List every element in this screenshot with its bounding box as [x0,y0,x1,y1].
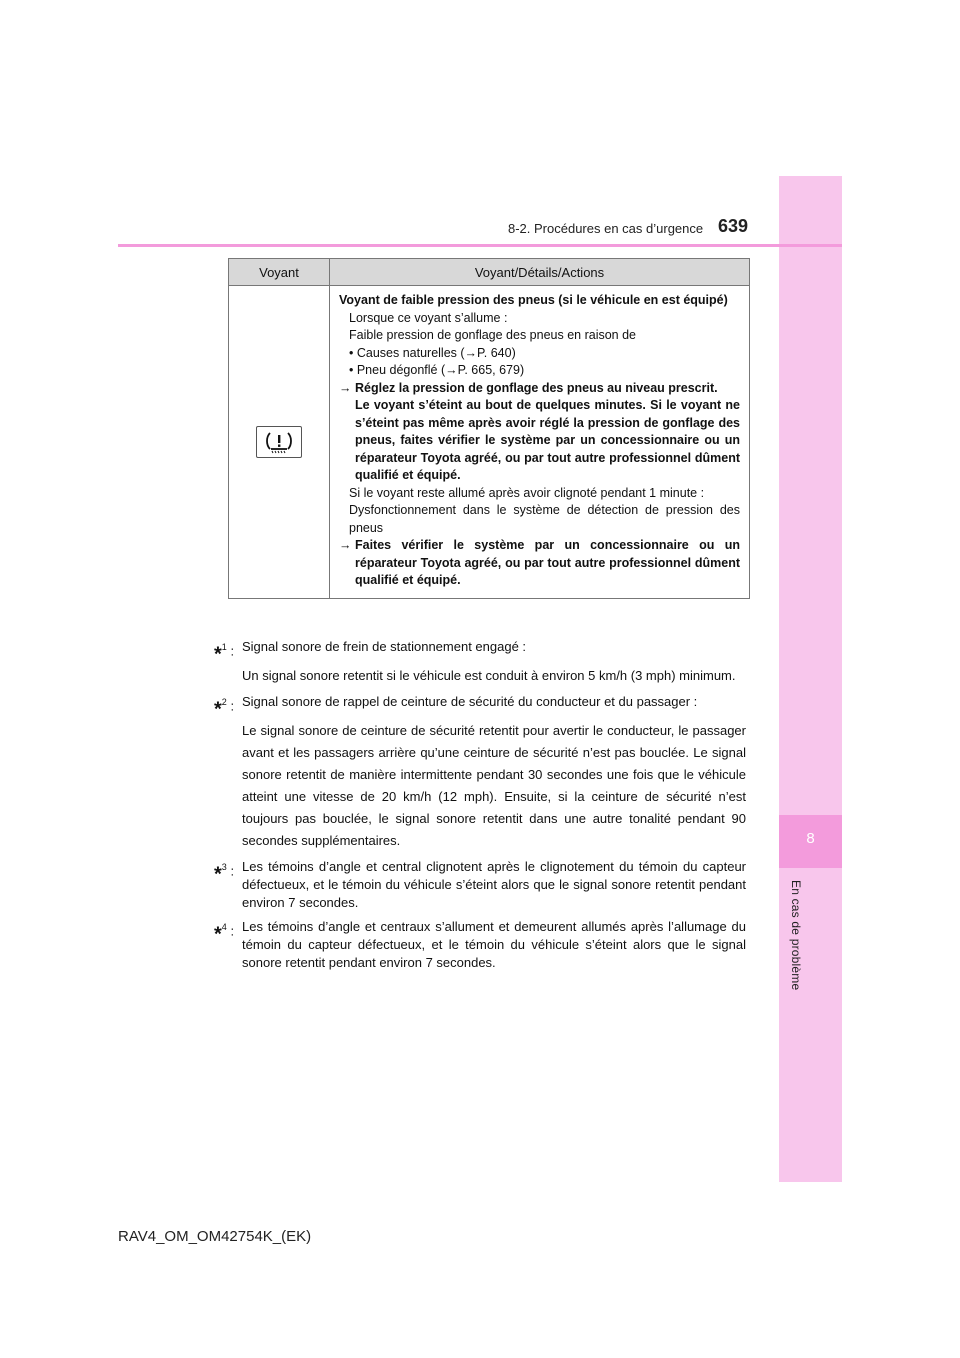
action-line [339,537,740,590]
table-header-row [229,259,750,286]
chapter-label: En cas de problème [789,880,803,991]
document-code: RAV4_OM_OM42754K_(EK) [118,1228,312,1245]
header-divider [118,244,842,247]
footnote-text: Signal sonore de rappel de ceinture de sécurité du conducteur et du passager : [242,694,698,709]
action-detail: Le voyant s’éteint au bout de quelques minutes. Si le voyant ne s’éteint pas même après avoir réglé la pression de gonflage des pneus, faites vérifier le système par un concessionnaire ou un réparateur Toyota agréé, ou par tout autre professionnel dûment qualifié et équipé. [355,398,740,482]
footnote-marker: *$^2$ : [214,697,235,721]
footnote-detail: Le signal sonore de ceinture de sécurité retentit pour avertir le conducteur, le passager avant et les passagers arrière qu’une ceinture de sécurité n’est pas bouclée. Le signal sonore retentit de manière intermittente pendant 30 secondes une fois que le véhicule atteint une vitesse de 20 km/h (12 mph). Ensuite, si la ceinture de sécurité n’est toujours pas bouclée, le signal sonore retentit dans une autre tonalité pendant 90 secondes supplémentaires. [242,723,746,848]
tire-pressure-warning-icon [256,426,302,458]
footnote [214,916,746,972]
arrow-glyph: → [339,380,352,395]
cause-bullet: • Causes naturelles (→P. 640) [349,345,516,360]
footnote-text: Signal sonore de frein de stationnement engagé : [242,639,527,654]
cause-bullet: • Pneu dégonflé (→P. 665, 679) [349,363,525,377]
footnote-marker: *$^4$ : [214,922,235,946]
warning-light-table [228,258,750,599]
condition-text: Lorsque ce voyant s’allume : [349,310,508,325]
footnote-text: Les témoins d’angle et centraux s’allument et demeurent allumés après l’allumage du témoin du capteur défectueux, et le témoin du véhicule s’éteint alors que le signal sonore retentit pendant environ 7 secondes. [242,919,746,970]
footnotes [214,636,746,976]
section-title: 8-2. Procédures en cas d’urgence [508,221,704,236]
arrow-glyph: → [339,538,352,552]
details-cell [330,286,750,599]
footnote [214,636,746,687]
warning-title: Voyant de faible pression des pneus (si le véhicule en est équipé) [339,293,728,307]
footnote-marker: *$^1$ : [214,642,235,666]
condition-text: Si le voyant reste allumé après avoir clignoté pendant 1 minute : [349,485,705,500]
table-row [229,286,750,599]
footnote [214,691,746,852]
cause-intro: Faible pression de gonflage des pneus en raison de [349,328,637,342]
action-text: Faites vérifier le système par un concessionnaire ou un réparateur Toyota agréé, ou par tout autre professionnel dûment qualifié et équipé. [355,538,740,587]
column-header-details: Voyant/Détails/Actions [330,259,750,286]
footnote-text: Les témoins d’angle et central clignotent après le clignotement du témoin du capteur défectueux, et le témoin du véhicule s’éteint alors que le signal sonore retentit pendant environ 7 secondes. [242,859,746,910]
action-text: Réglez la pression de gonflage des pneus au niveau prescrit. [355,380,718,395]
chapter-side-band [779,176,842,1182]
chapter-number: 8 [806,830,815,847]
footnote-detail: Un signal sonore retentit si le véhicule est conduit à environ 5 km/h (3 mph) minimum. [242,668,736,683]
page-number: 639 [718,216,749,236]
action-line [339,380,740,398]
icon-cell [229,286,330,599]
column-header-voyant: Voyant [229,259,330,286]
condition-detail: Dysfonctionnement dans le système de détection de pression des pneus [349,503,740,535]
footnote [214,856,746,912]
footnote-marker: *$^3$ : [214,862,235,886]
